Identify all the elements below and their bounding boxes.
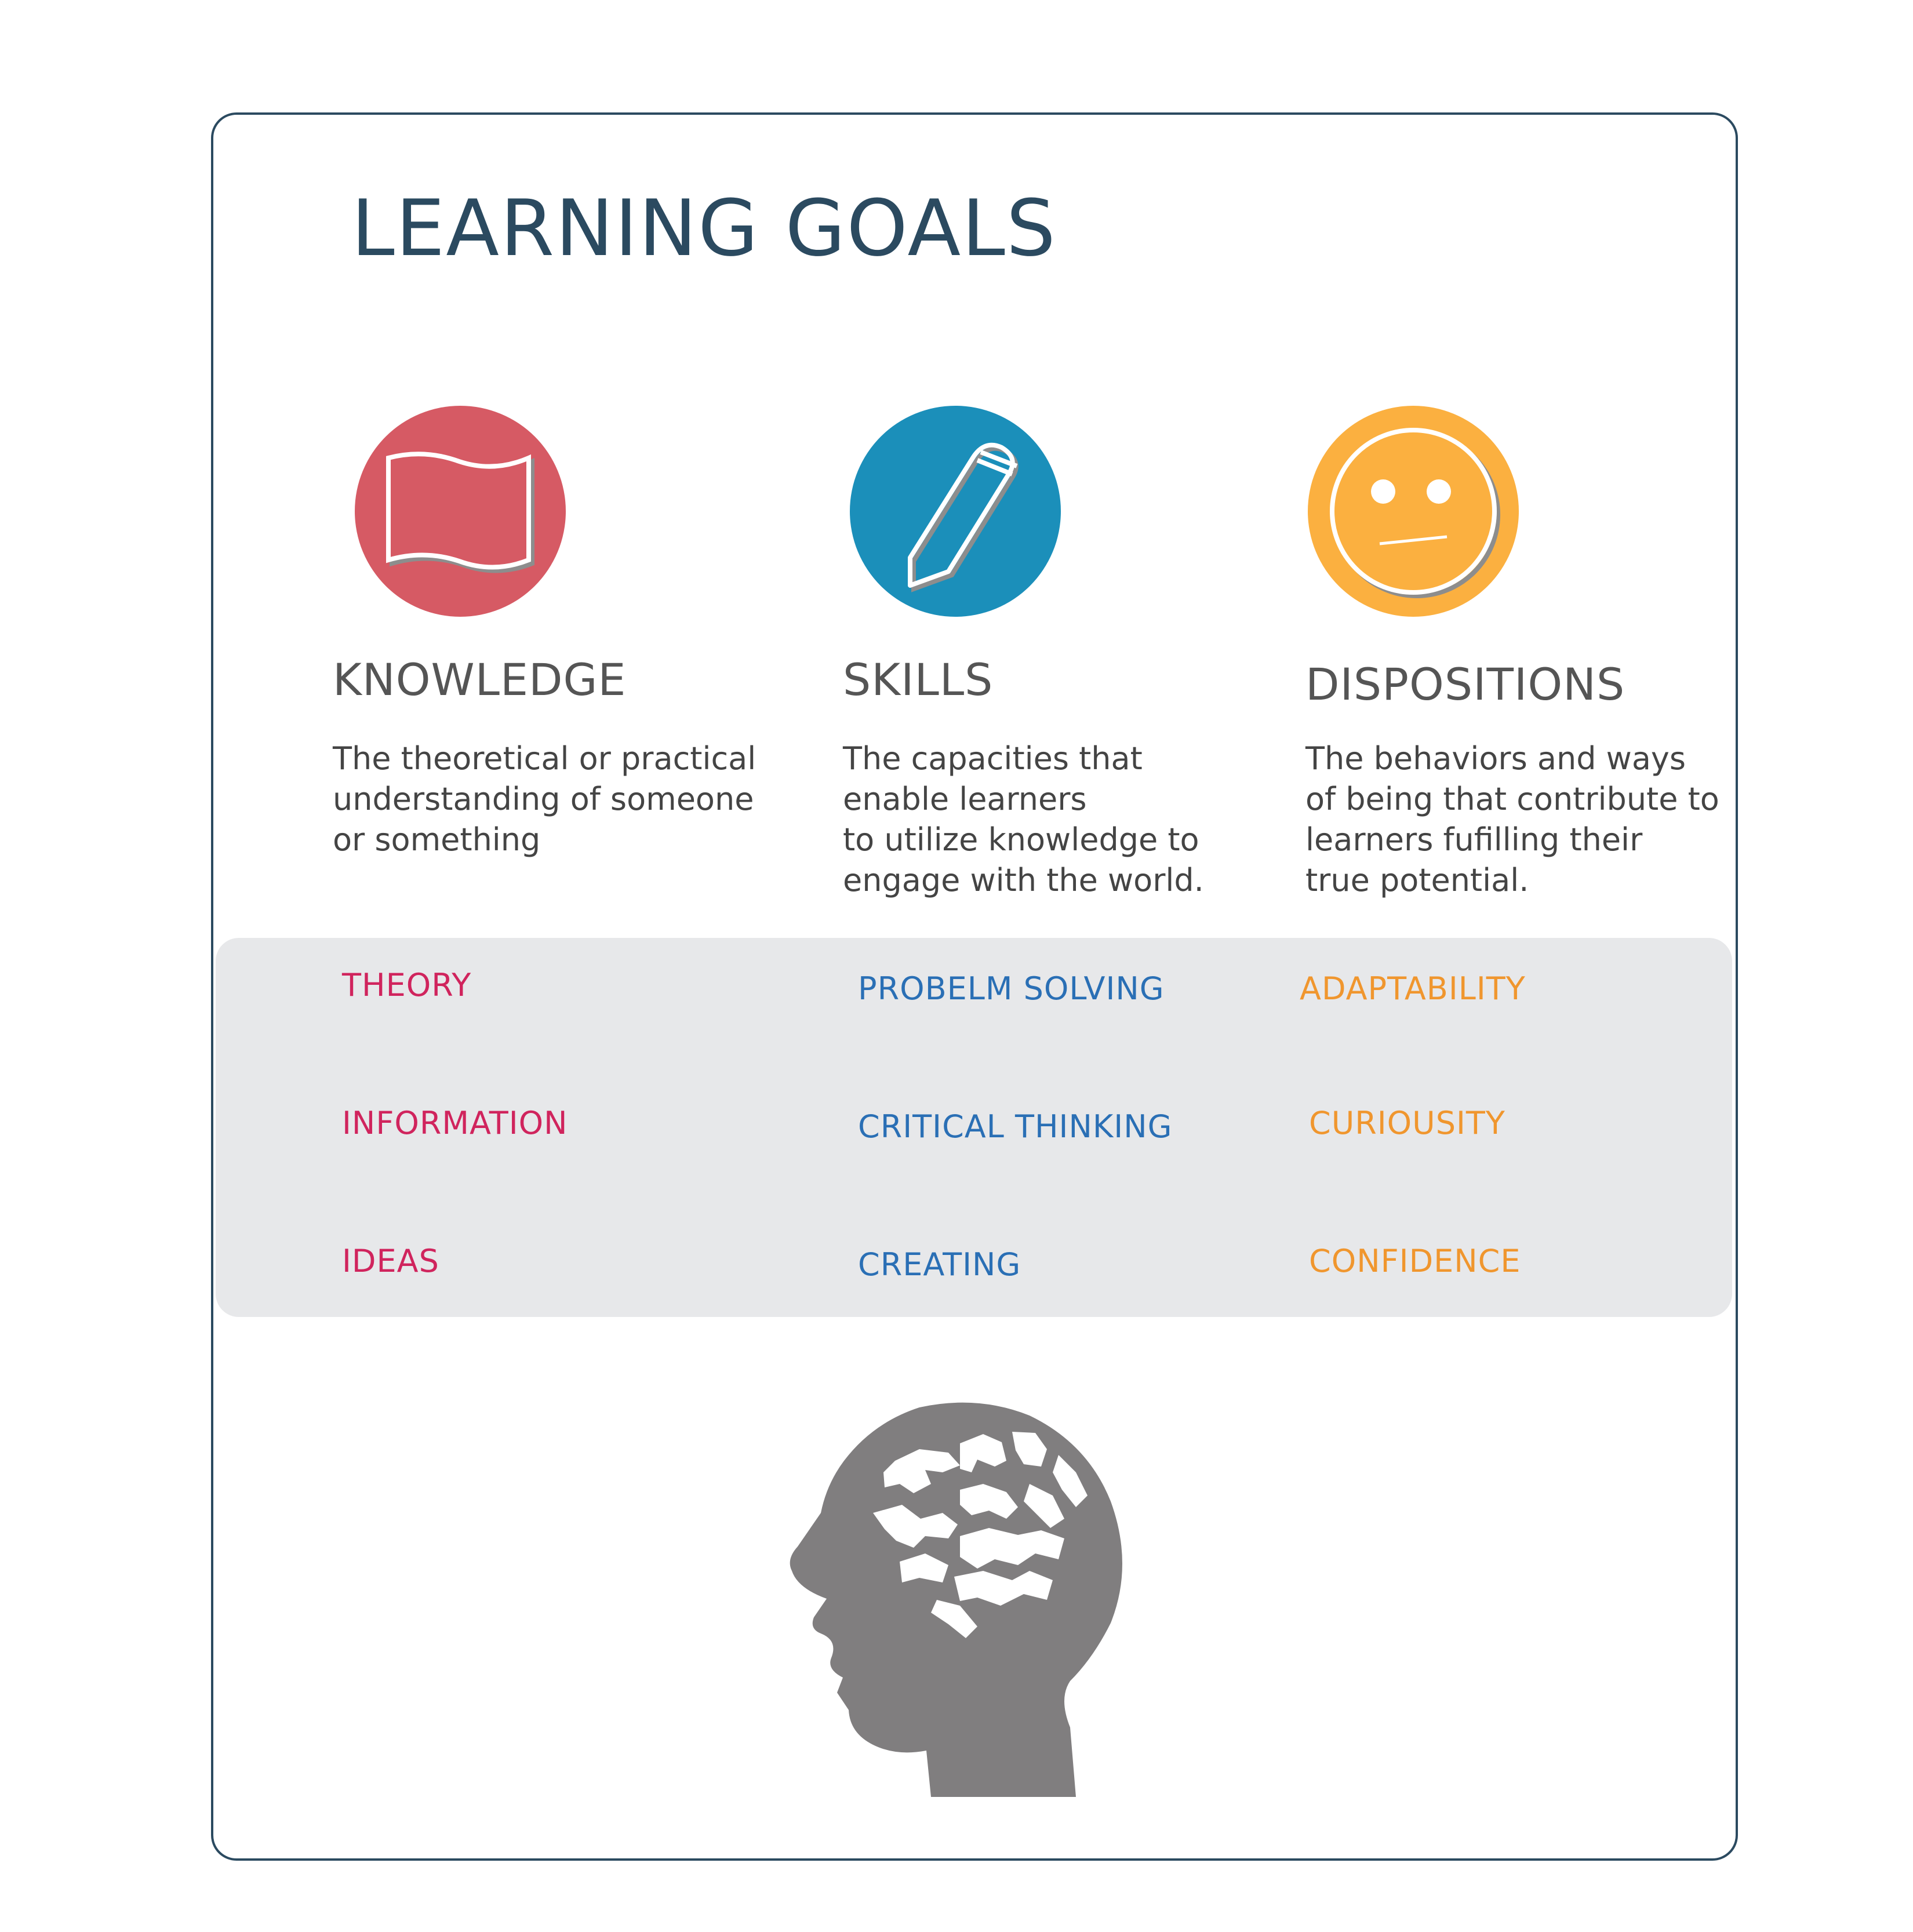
knowledge-description: The theoretical or practical understanding of someone or something bbox=[333, 740, 757, 858]
knowledge-item: IDEAS bbox=[342, 1243, 439, 1279]
knowledge-item: THEORY bbox=[342, 967, 472, 1003]
skills-item: CREATING bbox=[858, 1246, 1021, 1283]
neutral-face-icon bbox=[1308, 406, 1519, 617]
dispositions-item: CURIOUSITY bbox=[1309, 1105, 1505, 1141]
dispositions-description: The behaviors and ways of being that contribute to learners fufilling their true potential. bbox=[1305, 740, 1719, 898]
knowledge-heading: KNOWLEDGE bbox=[333, 654, 627, 705]
dispositions-heading: DISPOSITIONS bbox=[1305, 658, 1625, 710]
skills-heading: SKILLS bbox=[843, 654, 994, 705]
skills-item: PROBELM SOLVING bbox=[858, 970, 1165, 1007]
page-title: LEARNING GOALS bbox=[351, 183, 1057, 274]
skills-description: The capacities that enable learners to utilize knowledge to engage with the world. bbox=[843, 740, 1204, 898]
skills-item: CRITICAL THINKING bbox=[858, 1108, 1173, 1145]
knowledge-item: INFORMATION bbox=[342, 1105, 568, 1141]
dispositions-item: ADAPTABILITY bbox=[1300, 970, 1526, 1007]
book-icon bbox=[355, 406, 566, 617]
dispositions-item: CONFIDENCE bbox=[1309, 1243, 1521, 1279]
brain-head-icon bbox=[786, 1397, 1151, 1803]
pencil-icon bbox=[850, 406, 1061, 617]
